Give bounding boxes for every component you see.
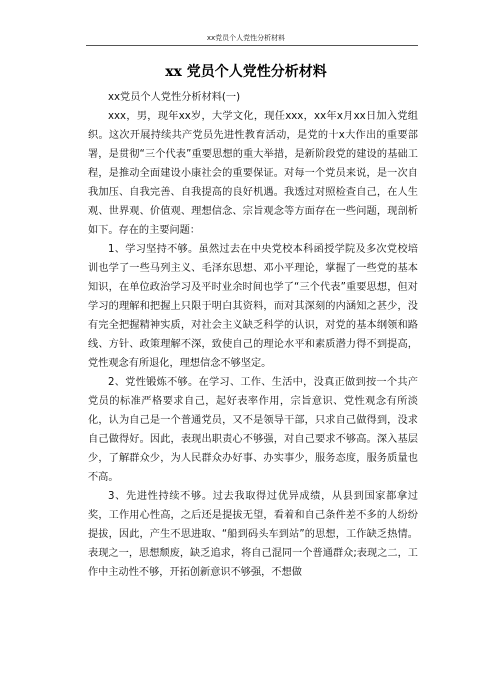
running-header: xx党员个人党性分析材料 (206, 34, 286, 42)
paragraph-study: 1、学习坚持不够。虽然过去在中央党校本科函授学院及多次党校培训也学了一些马列主义、毛泽东思想、邓小平理论，掌握了一些党的基本知识，在单位政治学习及平时业余时间也学了“三个代表”重要思想，但对学习的理解和把握上只限于明白其资料，而对其深刻的内涵知之甚少，没有完全把握精神实质，对社会主义缺乏科学的认识，对党的基本纲领和路线、方针、政策理解不深，致使自己的理论水平和素质潜力得不到提高，党性观念有所退化，理想信念不够坚定。 (88, 244, 418, 369)
paragraph-advanced-nature: 3、先进性持续不够。过去我取得过优异成绩，从县到国家都拿过奖，工作用心性高，之后还是提拔无望，看着和自己条件差不多的人纷纷提拔，因此，产生不思进取、“船到码头车到站”的思想，工作缺乏热情。表现之一，思想颓废，缺乏追求，将自己混同一个普通群众;表现之二，工作中主动性不够，开拓创新意识不够强，不想做 (88, 491, 418, 578)
document-subtitle: xx党员个人党性分析材料(一) (108, 92, 241, 103)
paragraph-intro: xxx，男，现年xx岁，大学文化，现任xxx，xx年x月xx日加入党组织。这次开展持续共产党员先进性教育活动，是党的十x大作出的重要部署，是贯彻“三个代表”重要思想的重大举措，是新阶段党的建设的基础工程，是推动全面建设小康社会的重要保证。对每一个党员来说，是一次自我加压、自我完善、自我提高的良好机遇。我透过对照检查自己，在人生观、世界观、价值观、理想信念、宗旨观念等方面存在一些问题，现剖析如下。存在的主要问题： (88, 111, 418, 236)
header-divider (86, 45, 418, 46)
paragraph-party-spirit: 2、党性锻炼不够。在学习、工作、生活中，没真正做到按一个共产党员的标准严格要求自己，起好表率作用，宗旨意识、党性观念有所淡化，认为自己是一个普通党员，又不是领导干部，只求自己做得到，没求自己做得好。因此，表现出职责心不够强，对自己要求不够高。深入基层少，了解群众少，为人民群众办好事、办实事少，服务态度，服务质量也不高。 (88, 377, 418, 483)
document-title: xx 党员个人党性分析材料 (165, 64, 327, 80)
document-body (88, 88, 418, 582)
